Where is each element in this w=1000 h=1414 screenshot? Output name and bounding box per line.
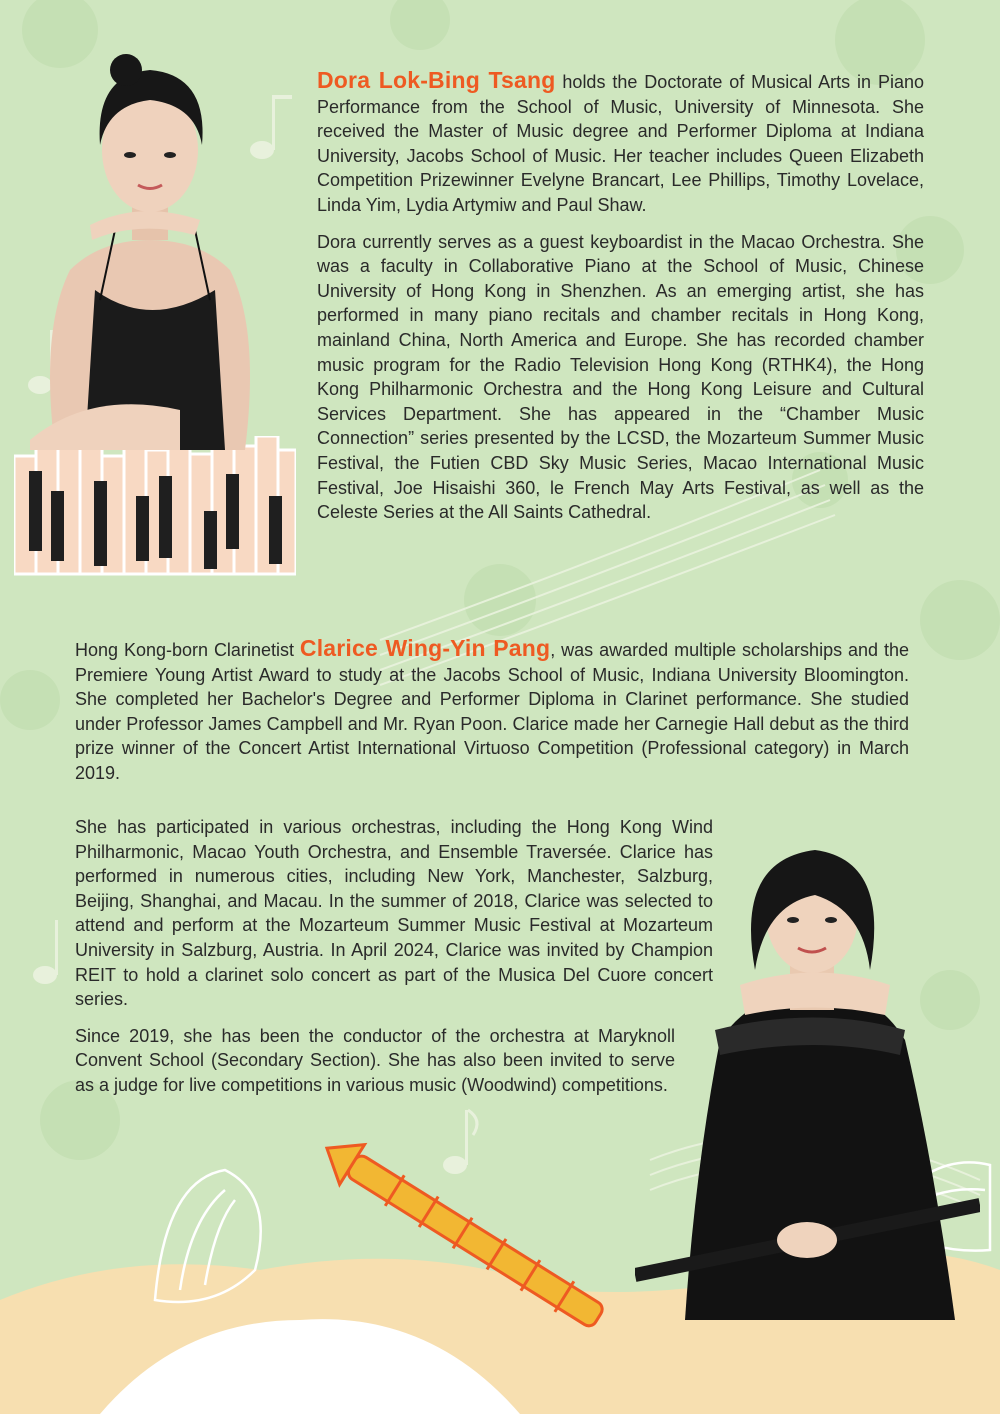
clarice-bio-main <box>75 636 909 798</box>
clarice-bio-paragraph-3: Since 2019, she has been the conductor of the orchestra at Maryknoll Convent School (Secondary Section). She has also been invited to serve as a judge for live competitions in various music (Woodwind) competitions. <box>75 1025 675 1095</box>
clarice-bio-side <box>75 815 713 1110</box>
dora-bio <box>317 68 924 537</box>
clarice-bio-paragraph-2: She has participated in various orchestras, including the Hong Kong Wind Philharmonic, Macao Youth Orchestra, and Ensemble Traversée. Clarice has performed in numerous cities, including New York, Manchester, Salzburg, Beijing, Shanghai, and Macau. In the summer of 2018, Clarice was selected to attend and perform at the Mozarteum Summer Music Festival at Mozarteum University in Salzburg, Austria. In April 2024, Clarice was invited by Champion REIT to hold a clarinet solo concert as part of the Musica Del Cuore concert series. <box>75 817 713 1010</box>
piano-keys-illustration <box>14 436 296 576</box>
clarice-bio-paragraph-1: Hong Kong-born Clarinetist Clarice Wing-Yin Pang, was awarded multiple scholarships and the Premiere Young Artist Award to study at the Jacobs School of Music, Indiana University Bloomington. She completed her Bachelor's Degree and Performer Diploma in Clarinet performance. She studied under Professor James Campbell and Mr. Ryan Poon. Clarice made her Carnegie Hall debut as the third prize winner of the Concert Artist International Virtuoso Competition (Professional category) in March 2019. <box>75 635 909 783</box>
dora-bio-paragraph-2: Dora currently serves as a guest keyboardist in the Macao Orchestra. She was a faculty in Collaborative Piano at the School of Music, Chinese University of Hong Kong in Shenzhen. As an emerging artist, she has performed in many piano recitals and chamber recitals in Hong Kong, mainland China, North America and Europe. She has recorded chamber music program for the Radio Television Hong Kong (RTHK4), the Hong Kong Philharmonic Orchestra and the Hong Kong Leisure and Cultural Services Department. She has appeared in the “Chamber Music Connection” series presented by the LCSD, the Mozarteum Summer Music Festival, the Futien CBD Sky Music Series, Macao International Music Festival, Joe Hisaishi 360, le French May Arts Festival, as well as the Celeste Series at the All Saints Cathedral. <box>317 231 924 523</box>
dora-name: Dora Lok-Bing Tsang <box>317 67 556 93</box>
dora-bio-paragraph-1: Dora Lok-Bing Tsang holds the Doctorate of Musical Arts in Piano Performance from the School of Music, University of Minnesota. She received the Master of Music degree and Performer Diploma at Indiana University, Jacobs School of Music. Her teacher includes Queen Elizabeth Competition Prizewinner Evelyne Brancart, Lee Phillips, Timothy Lovelace, Linda Yim, Lydia Artymiw and Paul Shaw. <box>317 67 925 215</box>
clarice-name: Clarice Wing-Yin Pang <box>299 635 551 661</box>
dora-portrait <box>30 50 270 450</box>
